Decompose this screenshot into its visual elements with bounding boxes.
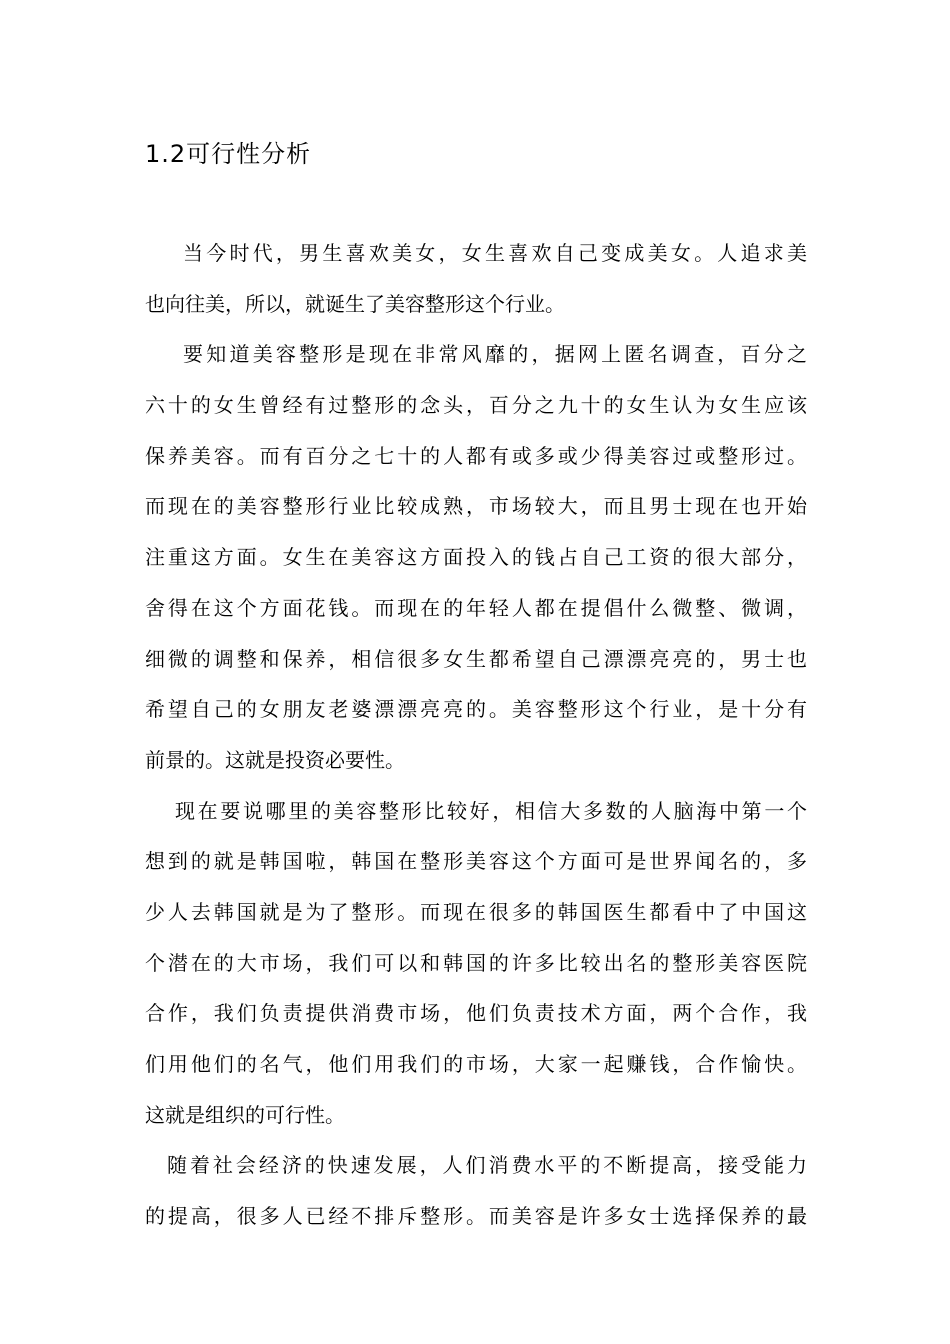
- paragraph-line: 舍得在这个方面花钱。而现在的年轻人都在提倡什么微整、微调，: [145, 595, 807, 620]
- paragraph-line: 前景的。这就是投资必要性。: [145, 747, 405, 772]
- paragraph-line: 也向往美，所以，就诞生了美容整形这个行业。: [145, 291, 565, 316]
- paragraph-line: 们用他们的名气，他们用我们的市场，大家一起赚钱，合作愉快。: [145, 1052, 807, 1076]
- paragraph-line: 注重这方面。女生在美容这方面投入的钱占自己工资的很大部分，: [145, 545, 807, 570]
- paragraph-1: [145, 228, 807, 329]
- body-text: [145, 228, 807, 1242]
- paragraph-3: [145, 786, 807, 1141]
- paragraph-line: 当今时代，男生喜欢美女，女生喜欢自己变成美女。人追求美: [183, 241, 807, 265]
- paragraph-line: 合作，我们负责提供消费市场，他们负责技术方面，两个合作，我: [145, 1001, 807, 1026]
- paragraph-line: 随着社会经济的快速发展，人们消费水平的不断提高，接受能力: [167, 1153, 807, 1178]
- paragraph-line: 个潜在的大市场，我们可以和韩国的许多比较出名的整形美容医院: [145, 950, 807, 975]
- paragraph-line: 现在要说哪里的美容整形比较好，相信大多数的人脑海中第一个: [175, 798, 807, 823]
- paragraph-4: [145, 1140, 807, 1241]
- section-heading: 1.2可行性分析: [145, 140, 312, 168]
- paragraph-line: 希望自己的女朋友老婆漂漂亮亮的。美容整形这个行业，是十分有: [145, 697, 807, 722]
- paragraph-line: 保养美容。而有百分之七十的人都有或多或少得美容过或整形过。: [145, 443, 807, 468]
- paragraph-line: 而现在的美容整形行业比较成熟，市场较大，而且男士现在也开始: [145, 494, 807, 519]
- paragraph-line: 要知道美容整形是现在非常风靡的，据网上匿名调查，百分之: [183, 342, 807, 367]
- paragraph-2: [145, 329, 807, 785]
- paragraph-line: 细微的调整和保养，相信很多女生都希望自己漂漂亮亮的，男士也: [145, 646, 807, 671]
- paragraph-line: 想到的就是韩国啦，韩国在整形美容这个方面可是世界闻名的，多: [145, 849, 807, 874]
- paragraph-line: 少人去韩国就是为了整形。而现在很多的韩国医生都看中了中国这: [145, 899, 807, 924]
- paragraph-line: 的提高，很多人已经不排斥整形。而美容是许多女士选择保养的最: [145, 1204, 807, 1229]
- paragraph-line: 六十的女生曾经有过整形的念头，百分之九十的女生认为女生应该: [145, 393, 807, 418]
- paragraph-line: 这就是组织的可行性。: [145, 1102, 345, 1127]
